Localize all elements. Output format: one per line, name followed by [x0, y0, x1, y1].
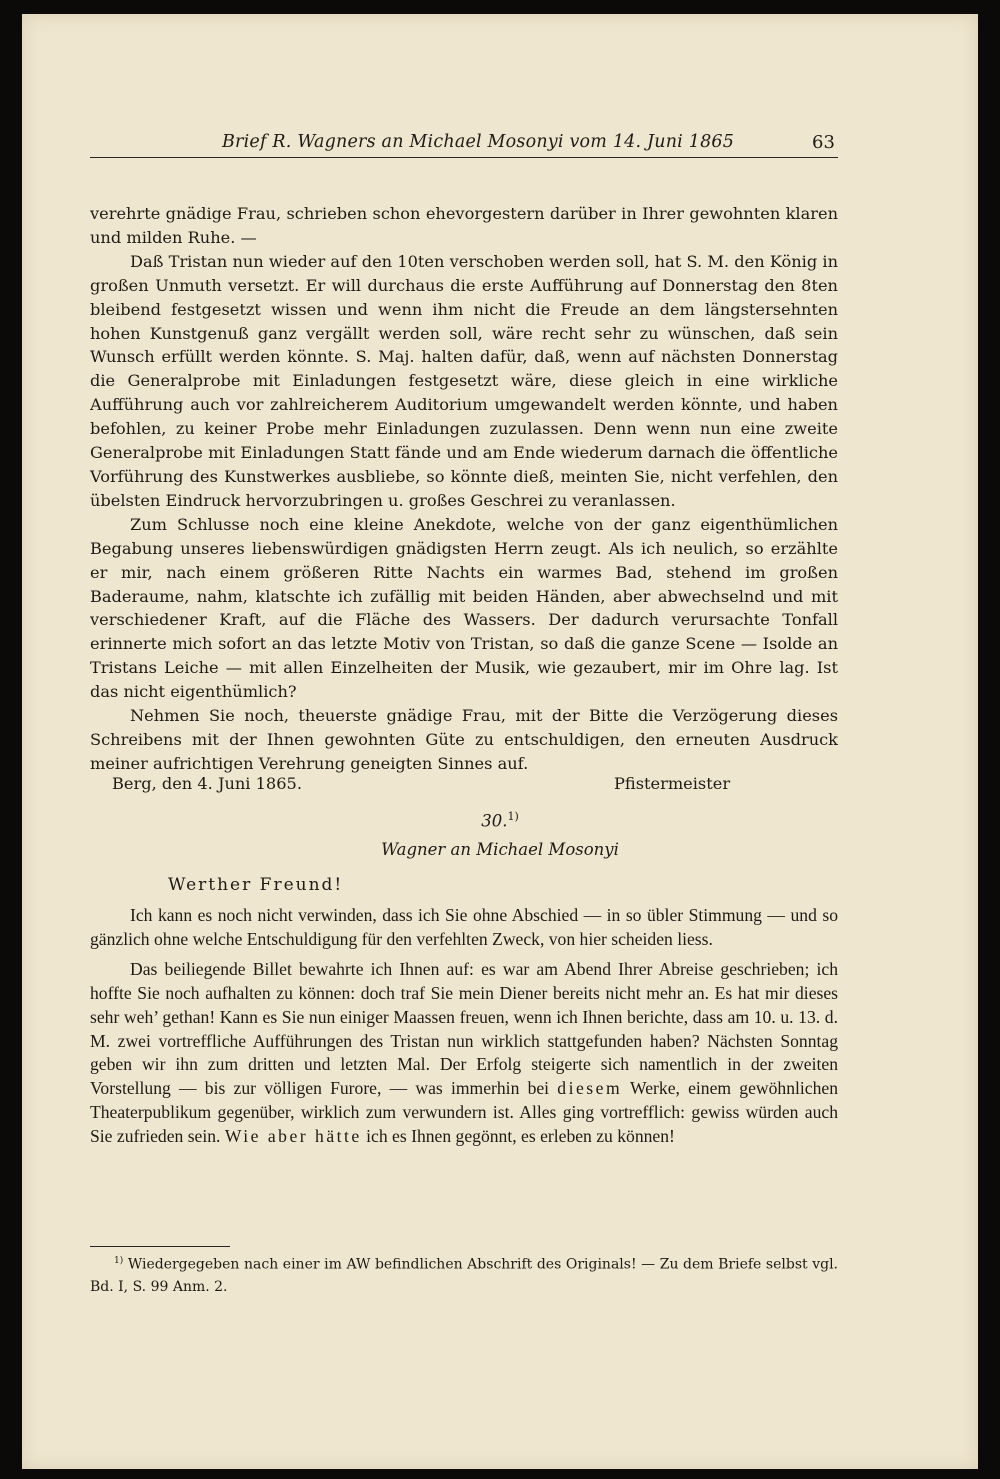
- footnote-text: Wiedergegeben nach einer im AW befindlichen Abschrift des Originals! — Zu dem Briefe selbst vgl. Bd. I, S. 99 Anm. 2.: [90, 1256, 838, 1295]
- signature: Pfistermeister: [614, 774, 731, 793]
- footnote-mark: 1): [114, 1256, 124, 1266]
- page-number: 63: [812, 132, 835, 153]
- wagner-letter-text: [90, 904, 838, 1149]
- footnote: [90, 1250, 838, 1298]
- paragraph: Daß Tristan nun wieder auf den 10ten verschoben werden soll, hat S. M. den König in großen Unmuth versetzt. Er will durchaus die erste Aufführung auf Donnerstag den 8ten bleibend festgesetzt wissen und wenn ihm nicht die Freude an dem längstersehnten hohen Kunstgenuß ganz vergällt werden soll, wäre recht sehr zu wünschen, daß sein Wunsch erfüllt werden könnte. S. Maj. halten dafür, daß, wenn auf nächsten Donnerstag die Generalprobe mit Einladungen festgesetzt wäre, diese gleich in eine wirkliche Aufführung auch vor zahlreicherem Auditorium umgewandelt werden könnte, und haben befohlen, zu keiner Probe mehr Einladungen zuzulassen. Denn wenn nun eine zweite Generalprobe mit Einladungen Statt fände und am Ende wiederum darnach die öffentliche Vorführung des Kunstwerkes ausbliebe, so könnte dieß, meinten Sie, nicht verfehlen, den übelsten Eindruck hervorzubringen u. großes Geschrei zu veranlassen.: [90, 251, 838, 510]
- paragraph-text: ich es Ihnen gegönnt, es erleben zu können!: [366, 1126, 675, 1147]
- paragraph: verehrte gnädige Frau, schrieben schon ehevorgestern darüber in Ihrer gewohnten klaren und milden Ruhe. —: [90, 204, 838, 247]
- paragraph: [90, 958, 838, 1149]
- salutation: Werther Freund!: [168, 875, 344, 895]
- emphasized-text: Wie aber hätte: [224, 1126, 362, 1147]
- letter-number-value: 30.: [481, 811, 508, 831]
- paragraph-text: Werke, einem gewöhnlichen Theaterpublikum gegenüber, wirklich zum verwundern ist. Alles ging vortrefflich: gewiss würden auch Sie zufrieden sein.: [90, 1078, 838, 1147]
- emphasized-text: diesem: [557, 1078, 623, 1099]
- paragraph-text: Das beiliegende Billet bewahrte ich Ihnen auf: es war am Abend Ihrer Abreise geschrieben; ich hoffte Sie noch aufhalten zu können: doch traf Sie mein Diener bereits nicht mehr an. Es hat mir dieses sehr weh’ gethan! Kann es Sie nun einiger Maassen freuen, wenn ich Ihnen berichte, dass am 10. u. 13. d. M. zwei vortreffliche Aufführungen des Tristan nun wirklich stattgefunden haben? Nächsten Sonntag geben wir ihn zum dritten und letzten Mal. Der Erfolg steigerte sich namentlich in der zweiten Vorstellung — bis zur völligen Furore, — was immerhin bei: [90, 958, 838, 1099]
- letter-title: Wagner an Michael Mosonyi: [381, 840, 619, 859]
- paragraph: Nehmen Sie noch, theuerste gnädige Frau, mit der Bitte die Verzögerung dieses Schreibens mit der Ihnen gewohnten Güte zu entschuldigen, den erneuten Ausdruck meiner aufrichtigen Verehrung geneigten Sinnes auf.: [90, 706, 838, 773]
- book-page: [22, 14, 978, 1469]
- running-title: Brief R. Wagners an Michael Mosonyi vom 14. Juni 1865: [222, 132, 735, 152]
- paragraph: Zum Schlusse noch eine kleine Anekdote, welche von der ganz eigenthümlichen Begabung unseres liebenswürdigen gnädigsten Herrn zeugt. Als ich neulich, so erzählte er mir, nach einem größeren Ritte Nachts ein warmes Bad, stehend im großen Baderaume, nahm, klatschte ich zufällig mit beiden Händen, aber abwechselnd und mit verschiedener Kraft, auf die Fläche des Wassers. Der dadurch verursachte Tonfall erinnerte mich sofort an das letzte Motiv von Tristan, so daß die ganze Scene — Isolde an Tristans Leiche — mit allen Einzelheiten der Musik, wie gezaubert, mir im Ohre lag. Ist das nicht eigenthümlich?: [90, 514, 838, 702]
- letter-number: [22, 810, 978, 831]
- footnote-reference: 1): [507, 810, 519, 823]
- header-rule: [90, 157, 838, 158]
- place-date: Berg, den 4. Juni 1865.: [112, 774, 302, 793]
- paragraph: Ich kann es noch nicht verwinden, dass ich Sie ohne Abschied — in so übler Stimmung — und so gänzlich ohne welche Entschuldigung für den verfehlten Zweck, von hier scheiden liess.: [90, 905, 838, 949]
- footnote-rule: [90, 1246, 230, 1247]
- pfistermeister-letter-text: [90, 202, 838, 776]
